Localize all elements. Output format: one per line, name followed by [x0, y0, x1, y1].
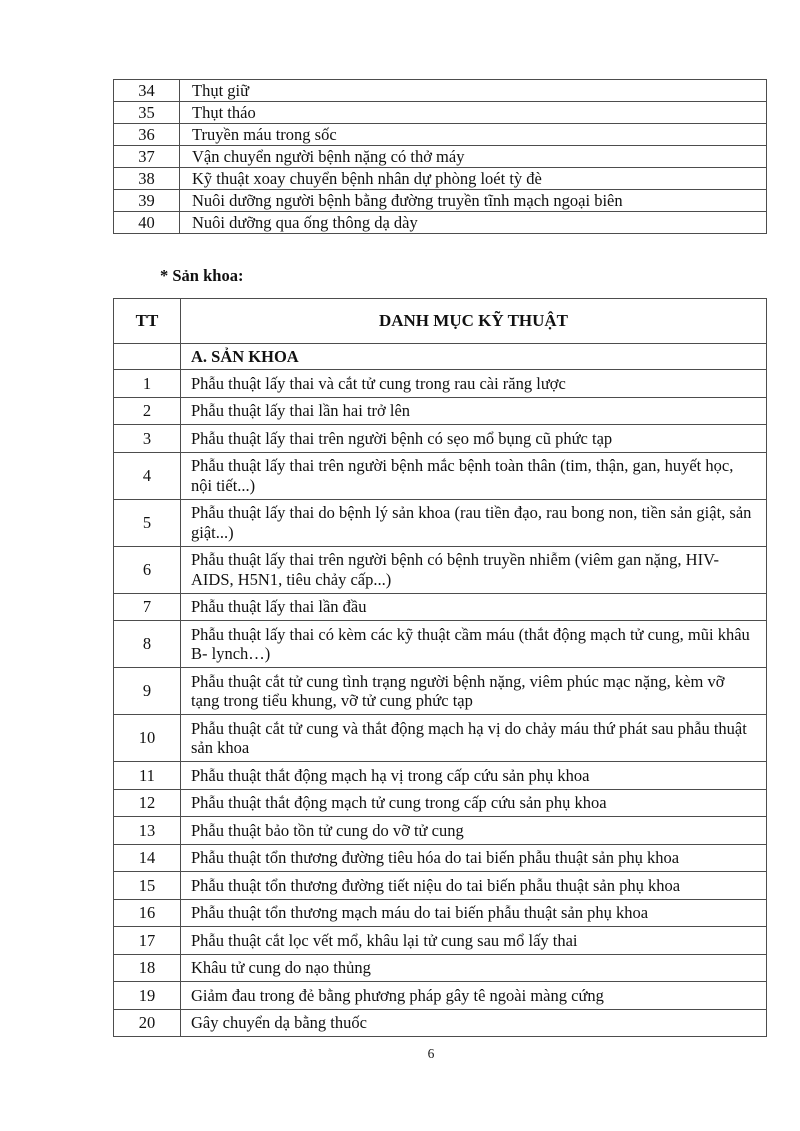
- row-number: 15: [114, 872, 181, 900]
- table-row: [114, 593, 767, 621]
- procedure-name: Phẫu thuật cắt lọc vết mổ, khâu lại tử cung sau mổ lấy thai: [181, 927, 767, 955]
- table-row: [114, 927, 767, 955]
- row-number: 12: [114, 789, 181, 817]
- row-number: 11: [114, 762, 181, 790]
- procedure-name: Nuôi dưỡng qua ống thông dạ dày: [180, 212, 767, 234]
- table-row: [114, 190, 767, 212]
- procedure-name: Khâu tử cung do nạo thủng: [181, 954, 767, 982]
- procedure-name: Thụt tháo: [180, 102, 767, 124]
- procedure-name: Thụt giữ: [180, 80, 767, 102]
- row-number: 1: [114, 370, 181, 398]
- table-header-row: [114, 299, 767, 344]
- row-number: 9: [114, 668, 181, 715]
- table-row: [114, 124, 767, 146]
- row-number: 7: [114, 593, 181, 621]
- row-number: 5: [114, 499, 181, 546]
- section-heading: * Sản khoa:: [160, 266, 244, 285]
- table-row: [114, 668, 767, 715]
- procedure-name: Phẫu thuật lấy thai có kèm các kỹ thuật cầm máu (thắt động mạch tử cung, mũi khâu B- lynch…): [181, 621, 767, 668]
- row-number: 14: [114, 844, 181, 872]
- table-row: [114, 817, 767, 845]
- table-row: [114, 546, 767, 593]
- row-number: 39: [114, 190, 180, 212]
- table-row: [114, 1009, 767, 1037]
- table-row: [114, 982, 767, 1010]
- page-number: 6: [427, 1046, 435, 1061]
- procedure-name: Gây chuyển dạ bằng thuốc: [181, 1009, 767, 1037]
- obstetrics-table-body: [114, 370, 767, 1037]
- table-row: [114, 370, 767, 398]
- procedure-name: Phẫu thuật lấy thai lần đầu: [181, 593, 767, 621]
- procedure-name: Phẫu thuật tổn thương đường tiêu hóa do tai biến phẫu thuật sản phụ khoa: [181, 844, 767, 872]
- column-header-tt: TT: [114, 299, 181, 344]
- procedure-name: Phẫu thuật lấy thai do bệnh lý sản khoa (rau tiền đạo, rau bong non, tiền sản giật, sản giật...): [181, 499, 767, 546]
- row-number: 18: [114, 954, 181, 982]
- row-number: 10: [114, 715, 181, 762]
- obstetrics-table: [113, 298, 767, 1037]
- row-number: 20: [114, 1009, 181, 1037]
- row-number: 6: [114, 546, 181, 593]
- table-row: [114, 872, 767, 900]
- procedure-name: Phẫu thuật lấy thai và cắt tử cung trong rau cài răng lược: [181, 370, 767, 398]
- procedure-name: Phẫu thuật thắt động mạch hạ vị trong cấp cứu sản phụ khoa: [181, 762, 767, 790]
- row-number: 13: [114, 817, 181, 845]
- procedure-name: Phẫu thuật tổn thương đường tiết niệu do tai biến phẫu thuật sản phụ khoa: [181, 872, 767, 900]
- table-row: [114, 844, 767, 872]
- procedure-name: Kỹ thuật xoay chuyển bệnh nhân dự phòng loét tỳ đè: [180, 168, 767, 190]
- procedure-name: Nuôi dưỡng người bệnh bằng đường truyền tĩnh mạch ngoại biên: [180, 190, 767, 212]
- table-row: [114, 452, 767, 499]
- procedure-name: Phẫu thuật cắt tử cung và thắt động mạch hạ vị do chảy máu thứ phát sau phẫu thuật sản khoa: [181, 715, 767, 762]
- table-row: [114, 899, 767, 927]
- row-number: 4: [114, 452, 181, 499]
- table-row: [114, 789, 767, 817]
- row-number: 8: [114, 621, 181, 668]
- table-row: [114, 762, 767, 790]
- procedure-name: Giảm đau trong đẻ bằng phương pháp gây tê ngoài màng cứng: [181, 982, 767, 1010]
- table-row: [114, 80, 767, 102]
- row-number: 3: [114, 425, 181, 453]
- table-row: [114, 397, 767, 425]
- table-row: [114, 715, 767, 762]
- table-row: [114, 146, 767, 168]
- row-number: 40: [114, 212, 180, 234]
- row-number: 19: [114, 982, 181, 1010]
- row-number: 35: [114, 102, 180, 124]
- procedure-name: Phẫu thuật lấy thai trên người bệnh có bệnh truyền nhiễm (viêm gan nặng, HIV-AIDS, H5N1, tiêu chảy cấp...): [181, 546, 767, 593]
- table-row: [114, 499, 767, 546]
- row-number: 17: [114, 927, 181, 955]
- row-number: 37: [114, 146, 180, 168]
- row-number: 16: [114, 899, 181, 927]
- table-row: [114, 212, 767, 234]
- procedure-name: Vận chuyển người bệnh nặng có thở máy: [180, 146, 767, 168]
- procedure-table-continued-body: [114, 80, 767, 234]
- procedure-name: Phẫu thuật cắt tử cung tình trạng người bệnh nặng, viêm phúc mạc nặng, kèm vỡ tạng trong tiểu khung, vỡ tử cung phức tạp: [181, 668, 767, 715]
- table-row: [114, 102, 767, 124]
- procedure-table-continued: [113, 79, 767, 234]
- procedure-name: Phẫu thuật lấy thai lần hai trở lên: [181, 397, 767, 425]
- procedure-name: Truyền máu trong sốc: [180, 124, 767, 146]
- row-number: 38: [114, 168, 180, 190]
- row-number: 34: [114, 80, 180, 102]
- table-row: [114, 168, 767, 190]
- procedure-name: Phẫu thuật thắt động mạch tử cung trong cấp cứu sản phụ khoa: [181, 789, 767, 817]
- row-number: 36: [114, 124, 180, 146]
- procedure-name: Phẫu thuật lấy thai trên người bệnh mắc bệnh toàn thân (tim, thận, gan, huyết học, nội tiết...): [181, 452, 767, 499]
- section-row: [114, 344, 767, 370]
- procedure-name: Phẫu thuật tổn thương mạch máu do tai biến phẫu thuật sản phụ khoa: [181, 899, 767, 927]
- table-row: [114, 425, 767, 453]
- procedure-name: Phẫu thuật lấy thai trên người bệnh có sẹo mổ bụng cũ phức tạp: [181, 425, 767, 453]
- procedure-name: Phẫu thuật bảo tồn tử cung do vỡ tử cung: [181, 817, 767, 845]
- row-number: 2: [114, 397, 181, 425]
- table-row: [114, 621, 767, 668]
- column-header-danh-muc: DANH MỤC KỸ THUẬT: [181, 299, 767, 344]
- section-row-empty-cell: [114, 344, 181, 370]
- table-row: [114, 954, 767, 982]
- section-title: A. SẢN KHOA: [181, 344, 767, 370]
